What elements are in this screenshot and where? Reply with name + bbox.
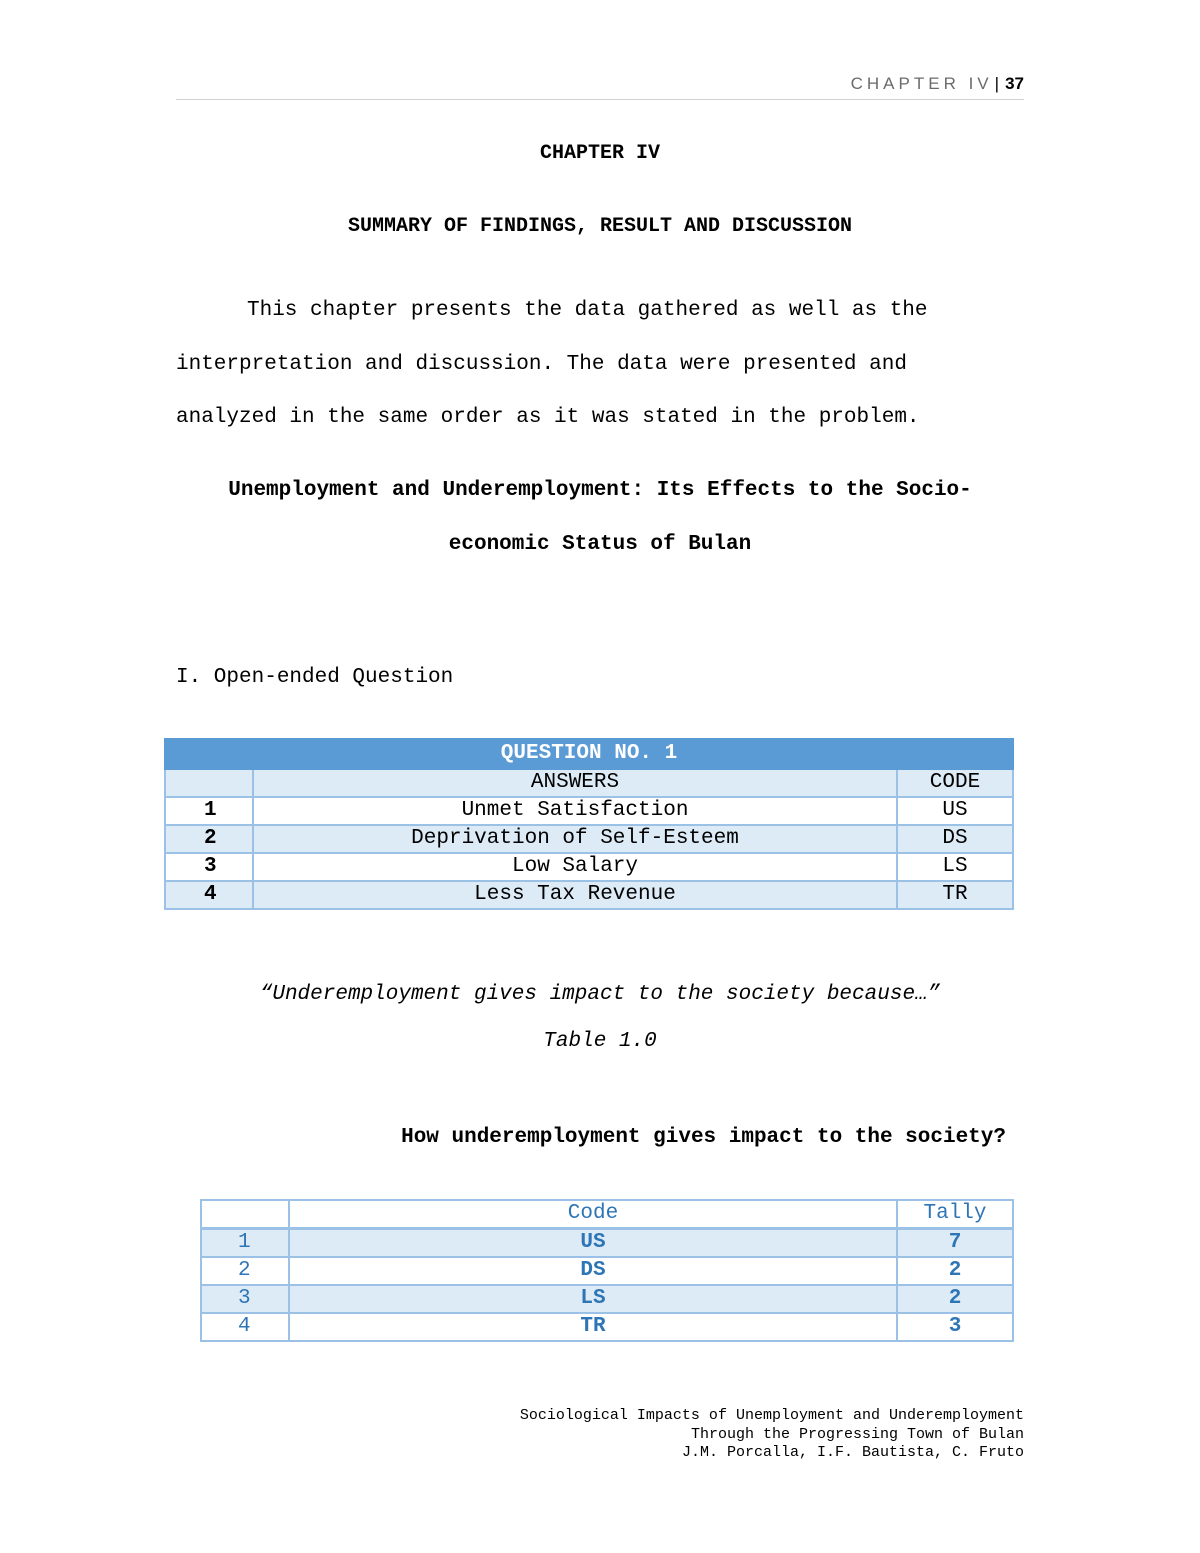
table-row [201, 1313, 1013, 1341]
intro-paragraph [176, 284, 1024, 445]
row-tally: 2 [897, 1257, 1013, 1285]
question-table [164, 738, 1014, 910]
table-row [201, 1257, 1013, 1285]
running-header-chapter: CHAPTER IV [850, 74, 993, 93]
row-index: 1 [201, 1229, 289, 1258]
question-table-header-answers: ANSWERS [253, 769, 897, 797]
footer-line-3: J.M. Porcalla, I.F. Bautista, C. Fruto [681, 1444, 1024, 1461]
intro-line-2: interpretation and discussion. The data were presented and [176, 352, 907, 376]
row-code: DS [289, 1257, 897, 1285]
question-table-title: QUESTION NO. 1 [165, 739, 1013, 769]
footer-line-2: Through the Progressing Town of Bulan [690, 1425, 1024, 1443]
table-caption: Table 1.0 [543, 1030, 657, 1053]
section-title: SUMMARY OF FINDINGS, RESULT AND DISCUSSION [347, 215, 853, 238]
question-heading: How underemployment gives impact to the society? [401, 1126, 1006, 1149]
row-number: 4 [165, 881, 253, 909]
row-tally: 3 [897, 1313, 1013, 1341]
tally-table-header-blank [201, 1200, 289, 1229]
question-table-header-code: CODE [897, 769, 1013, 797]
row-answer: Deprivation of Self-Esteem [253, 825, 897, 853]
running-header [176, 74, 1024, 98]
header-divider: | [994, 74, 1000, 93]
row-tally: 7 [897, 1229, 1013, 1258]
tally-table-header-row [201, 1200, 1013, 1229]
chapter-title: CHAPTER IV [539, 142, 661, 165]
intro-line-3: analyzed in the same order as it was stated in the problem. [176, 406, 920, 429]
question-table-header-row [165, 769, 1013, 797]
intro-line-1: This chapter presents the data gathered as well as the [247, 299, 928, 322]
row-index: 2 [201, 1257, 289, 1285]
page-footer [176, 1407, 1024, 1463]
table-row [201, 1229, 1013, 1258]
footer-line-1: Sociological Impacts of Unemployment and Underemployment [519, 1407, 1024, 1424]
section-label: I. Open-ended Question [176, 666, 454, 689]
tally-table-header-tally: Tally [897, 1200, 1013, 1229]
header-rule [176, 99, 1024, 100]
quote: “Underemployment gives impact to the society because…” [259, 983, 941, 1006]
row-code: TR [289, 1313, 897, 1341]
tally-table [200, 1199, 1014, 1342]
subheading-line-1: Unemployment and Underemployment: Its Effects to the Socio- [228, 479, 972, 502]
row-answer: Unmet Satisfaction [253, 797, 897, 825]
table-row [165, 825, 1013, 853]
row-code: US [289, 1229, 897, 1258]
row-number: 3 [165, 853, 253, 881]
row-index: 4 [201, 1313, 289, 1341]
row-code: DS [897, 825, 1013, 853]
row-number: 2 [165, 825, 253, 853]
row-code: LS [897, 853, 1013, 881]
question-table-header-blank [165, 769, 253, 797]
subheading [176, 464, 1024, 571]
table-row [165, 881, 1013, 909]
row-answer: Less Tax Revenue [253, 881, 897, 909]
question-table-title-row [165, 739, 1013, 769]
page-number: 37 [1005, 74, 1024, 93]
table-row [165, 853, 1013, 881]
row-code: US [897, 797, 1013, 825]
table-row [201, 1285, 1013, 1313]
row-index: 3 [201, 1285, 289, 1313]
subheading-line-2: economic Status of Bulan [448, 532, 752, 556]
row-number: 1 [165, 797, 253, 825]
tally-table-header-code: Code [289, 1200, 897, 1229]
row-answer: Low Salary [253, 853, 897, 881]
row-tally: 2 [897, 1285, 1013, 1313]
row-code: LS [289, 1285, 897, 1313]
row-code: TR [897, 881, 1013, 909]
table-row [165, 797, 1013, 825]
